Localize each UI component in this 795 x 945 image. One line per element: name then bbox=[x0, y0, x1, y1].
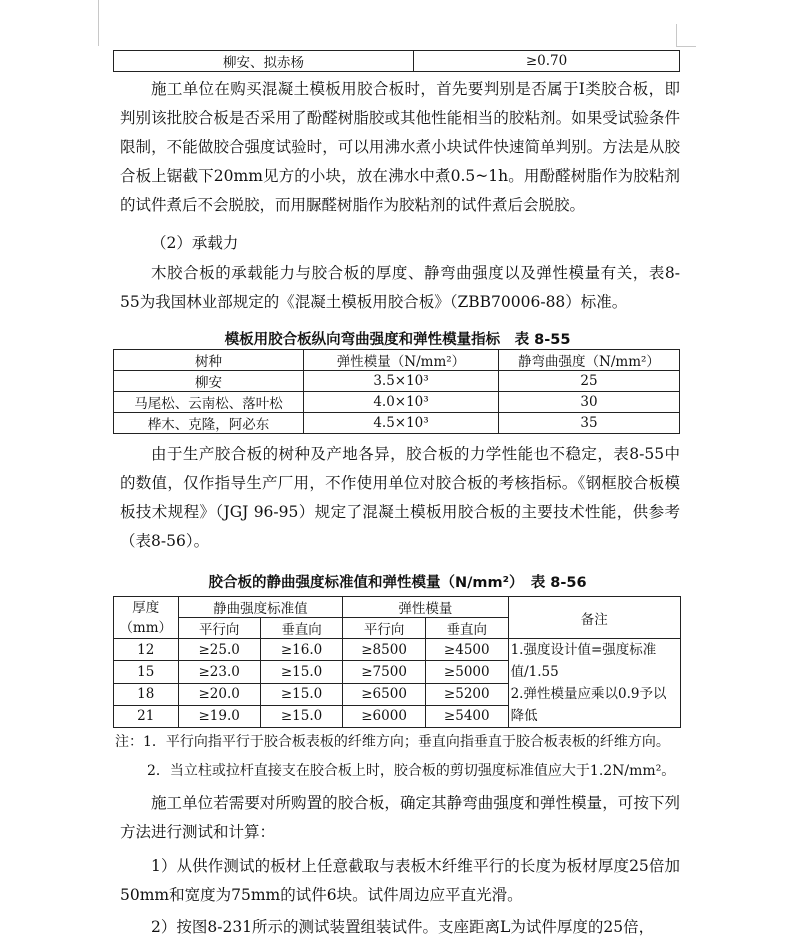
table-cell: ≥16.0 bbox=[260, 639, 342, 661]
table-cell: 18 bbox=[114, 683, 179, 705]
page-corner-mark bbox=[676, 46, 696, 47]
table-header: 弹性模量 bbox=[343, 597, 508, 618]
table-cell: 柳安 bbox=[114, 371, 304, 392]
table-cell: 4.5×10³ bbox=[304, 413, 499, 434]
table-row bbox=[114, 371, 680, 392]
table-header: 树种 bbox=[114, 350, 304, 371]
table-header: 静曲强度标准值 bbox=[178, 597, 343, 618]
table-cell: ≥19.0 bbox=[178, 705, 260, 727]
paragraph-testing-intro: 施工单位若需要对所购置的胶合板，确定其静弯曲强度和弹性模量，可按下列方法进行测试和计算： bbox=[120, 794, 680, 841]
previous-table-fragment bbox=[113, 50, 680, 72]
table-header: 弹性模量（N/mm²） bbox=[304, 350, 499, 371]
paragraph-glue-check: 施工单位在购买混凝土模板用胶合板时，首先要判别是否属于Ⅰ类胶合板，即判别该批胶合板是否采用了酚醛树脂胶或其他性能相当的胶粘剂。如果受试验条件限制，不能做胶合强度试验时，可以用沸水煮小块试件快速简单判别。方法是从胶合板上锯截下20mm见方的小块，放在沸水中煮0.5~1h。用酚醛树脂作为胶粘剂的试件煮后不会脱胶，而用脲醛树脂作为胶粘剂的试件煮后会脱胶。 bbox=[120, 80, 680, 214]
table-cell: 15 bbox=[114, 661, 179, 683]
table-cell: 30 bbox=[499, 392, 680, 413]
table-cell: ≥15.0 bbox=[260, 661, 342, 683]
table-8-56 bbox=[113, 596, 681, 728]
table-note-2: 2．当立柱或拉杆直接支在胶合板上时，胶合板的剪切强度标准值应大于1.2N/mm²。 bbox=[147, 763, 676, 779]
table-cell: 4.0×10³ bbox=[304, 392, 499, 413]
table-cell: ≥5400 bbox=[425, 705, 508, 727]
table-cell: ≥0.70 bbox=[414, 51, 680, 72]
table-cell: ≥7500 bbox=[343, 661, 426, 683]
table-header: 垂直向 bbox=[425, 618, 508, 639]
table-cell: 3.5×10³ bbox=[304, 371, 499, 392]
page-corner-mark bbox=[676, 24, 677, 46]
section-heading: （2）承载力 bbox=[151, 234, 239, 252]
thickness-unit: （mm） bbox=[119, 619, 173, 636]
paragraph-mechanical-properties: 由于生产胶合板的树种及产地各异，胶合板的力学性能也不稳定，表8-55中的数值，仅作指导生产厂用，不作使用单位对胶合板的考核指标。《钢框胶合板模板技术规程》（JGJ 96-95）规定了混凝土模板用胶合板的主要技术性能，供参考（表8-56）。 bbox=[120, 445, 680, 550]
table-row bbox=[114, 639, 681, 661]
table-header: 平行向 bbox=[343, 618, 426, 639]
paragraph-step-1: 1）从供作测试的板材上任意截取与表板木纤维平行的长度为板材厚度25倍加50mm和宽度为75mm的试件6块。试件周边应平直光滑。 bbox=[120, 857, 680, 904]
table-cell: 柳安、拟赤杨 bbox=[114, 51, 414, 72]
paragraph-step-2: 2）按图8-231所示的测试装置组装试件。支座距离L为试件厚度的25倍， bbox=[151, 918, 655, 936]
table-caption: 胶合板的静曲强度标准值和弹性模量（N/mm²） 表 8-56 bbox=[208, 575, 587, 591]
table-header: 垂直向 bbox=[260, 618, 342, 639]
table-cell: 12 bbox=[114, 639, 179, 661]
page-corner-mark bbox=[98, 0, 99, 46]
table-cell: ≥4500 bbox=[425, 639, 508, 661]
table-cell: ≥5000 bbox=[425, 661, 508, 683]
table-header: 平行向 bbox=[178, 618, 260, 639]
table-note-1: 注：1．平行向指平行于胶合板表板的纤维方向；垂直向指垂直于胶合板表板的纤维方向。 bbox=[115, 734, 670, 750]
table-cell: ≥6500 bbox=[343, 683, 426, 705]
table-header bbox=[114, 597, 179, 639]
table-cell: 桦木、克隆，阿必东 bbox=[114, 413, 304, 434]
table-8-55 bbox=[113, 349, 680, 434]
table-row bbox=[114, 392, 680, 413]
table-cell: ≥5200 bbox=[425, 683, 508, 705]
table-cell: ≥15.0 bbox=[260, 683, 342, 705]
table-caption: 模板用胶合板纵向弯曲强度和弹性模量指标 表 8-55 bbox=[224, 332, 571, 348]
table-header: 备注 bbox=[508, 597, 680, 639]
thickness-label: 厚度 bbox=[132, 599, 160, 616]
table-cell: ≥8500 bbox=[343, 639, 426, 661]
table-cell: 21 bbox=[114, 705, 179, 727]
table-cell: ≥20.0 bbox=[178, 683, 260, 705]
table-cell: ≥15.0 bbox=[260, 705, 342, 727]
table-cell: ≥6000 bbox=[343, 705, 426, 727]
table-cell: 35 bbox=[499, 413, 680, 434]
table-row bbox=[114, 413, 680, 434]
paragraph-load-capacity: 木胶合板的承载能力与胶合板的厚度、静弯曲强度以及弹性模量有关，表8-55为我国林业部规定的《混凝土模板用胶合板》（ZBB70006-88）标准。 bbox=[120, 264, 680, 311]
table-cell: 25 bbox=[499, 371, 680, 392]
table-header: 静弯曲强度（N/mm²） bbox=[499, 350, 680, 371]
table-cell: ≥25.0 bbox=[178, 639, 260, 661]
table-cell: ≥23.0 bbox=[178, 661, 260, 683]
remark-cell: 1.强度设计值=强度标准值/1.55 2.弹性模量应乘以0.9予以降低 bbox=[508, 639, 680, 728]
table-cell: 马尾松、云南松、落叶松 bbox=[114, 392, 304, 413]
